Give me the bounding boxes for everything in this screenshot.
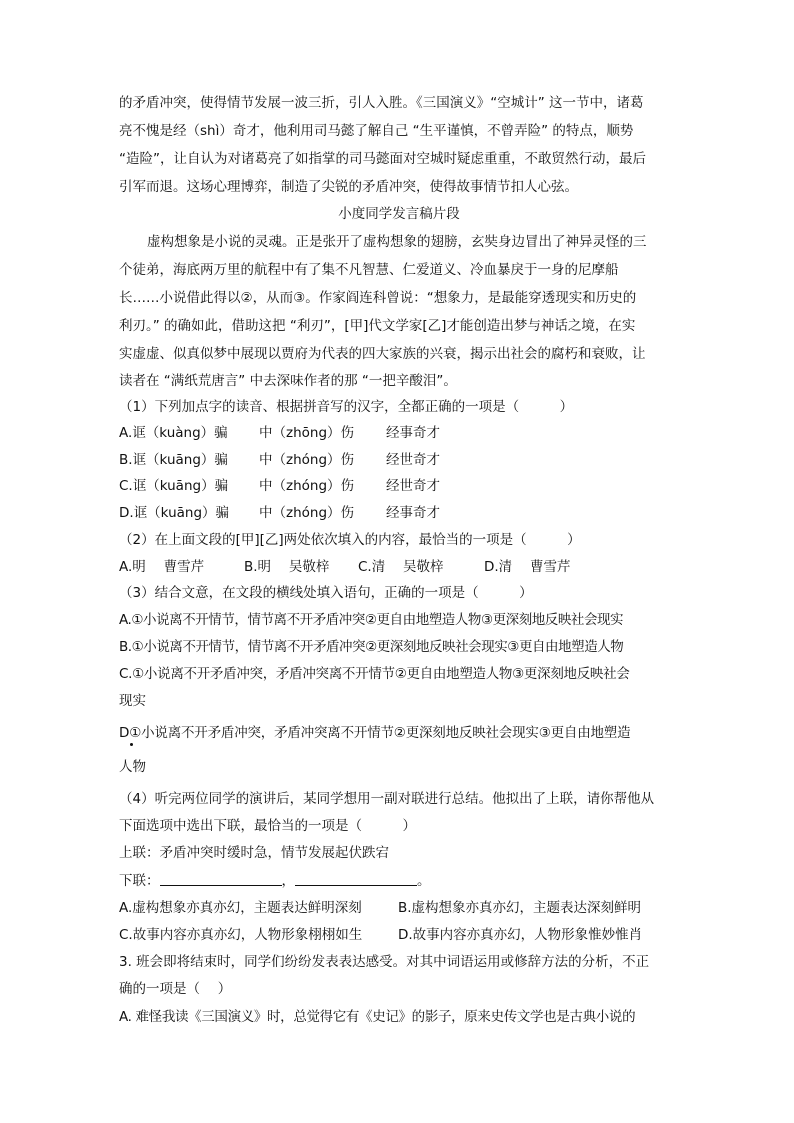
intro-line: “造险”，让自认为对诸葛亮了如指掌的司马懿面对空城时疑虑重重，不敢贸然行动，最后 (119, 151, 646, 167)
speech-line: 利刃。” 的确如此，借助这把 “利刃”，[甲]代文学家[乙]才能创造出梦与神话之境，在实 (119, 318, 636, 334)
q4-lower-separator: ， (281, 873, 295, 889)
speech-line: 个徒弟，海底两万里的航程中有了集不凡智慧、仁爱道义、冷血暴戾于一身的尼摩船 (119, 262, 619, 278)
speech-line: 读者在 “满纸荒唐言” 中去深味作者的那 “一把辛酸泪”。 (119, 373, 457, 389)
q1-option-c-word1: C.诓（kuāng）骗 (119, 478, 229, 494)
q2-option-c: C.清 吴敬梓 (358, 559, 444, 575)
answer-blank[interactable] (160, 872, 282, 886)
q1-option-d-word2: 中（zhóng）伤 (259, 505, 355, 521)
q1-option-c-word3: 经世奇才 (386, 478, 440, 494)
intro-line: 亮不愧是经（shì）奇才，他利用司马懿了解自己 “生平谨慎，不曾弄险” 的特点，顺势 (119, 123, 634, 139)
q4-stem-cont: 下面选项中选出下联，最恰当的一项是（ ） (119, 818, 416, 834)
intro-line: 的矛盾冲突，使得情节发展一波三折，引人入胜。《三国演义》“空城计” 这一节中，诸葛 (119, 95, 644, 111)
q1-option-a-word1: A.诓（kuàng）骗 (119, 425, 228, 441)
q3-option-c-cont: 现实 (119, 693, 146, 709)
q4-option-c: C.故事内容亦真亦幻，人物形象栩栩如生 (119, 927, 363, 943)
q5-stem-cont: 确的一项是（ ） (119, 981, 232, 997)
speech-line: 实虚虚、似真似梦中展现以贾府为代表的四大家族的兴衰，揭示出社会的腐朽和衰败，让 (119, 346, 646, 362)
q3-option-c: C.①小说离不开矛盾冲突，矛盾冲突离不开情节②更自由地塑造人物③更深刻地反映社会 (119, 666, 630, 682)
q1-stem: （1）下列加点字的读音、根据拼音写的汉字，全都正确的一项是（ ） (119, 399, 574, 415)
q4-option-b: B.虚构想象亦真亦幻，主题表达深刻鲜明 (398, 900, 642, 916)
q4-upper-couplet: 上联：矛盾冲突时缓时急，情节发展起伏跌宕 (119, 845, 389, 861)
q2-option-d: D.清 曹雪芹 (484, 559, 571, 575)
speech-line: 虚构想象是小说的灵魂。正是张开了虚构想象的翅膀，玄奘身边冒出了神异灵怪的三 (147, 234, 647, 250)
q1-option-d-word1: D.诓（kuāng）骗 (119, 505, 230, 521)
q2-stem: （2）在上面文段的[甲][乙]两处依次填入的内容，最恰当的一项是（ ） (119, 532, 581, 548)
q5-stem: 3. 班会即将结束时，同学们纷纷发表表达感受。对其中词语运用或修辞方法的分析，不正 (119, 954, 650, 970)
q2-option-b: B.明 吴敬梓 (244, 559, 330, 575)
q4-option-d: D.故事内容亦真亦幻，人物形象惟妙惟肖 (398, 927, 643, 943)
q4-option-a: A.虚构想象亦真亦幻，主题表达鲜明深刻 (119, 900, 362, 916)
q4-lower-end: 。 (417, 873, 431, 889)
speech-title: 小度同学发言稿片段 (338, 206, 460, 222)
q4-stem: （4）听完两位同学的演讲后，某同学想用一副对联进行总结。他拟出了上联，请你帮他从 (119, 791, 655, 807)
q3-option-b: B.①小说离不开情节，情节离不开矛盾冲突②更深刻地反映社会现实③更自由地塑造人物 (119, 639, 624, 655)
q3-stem: （3）结合文意，在文段的横线处填入语句，正确的一项是（ ） (119, 585, 533, 601)
answer-blank[interactable] (295, 872, 417, 886)
q1-option-b-word2: 中（zhóng）伤 (259, 452, 355, 468)
emphasis-dot-mark (130, 743, 133, 746)
q4-lower-couplet (119, 872, 679, 890)
q4-lower-label: 下联： (119, 873, 160, 889)
q1-option-b-word3: 经世奇才 (386, 452, 440, 468)
q1-option-a-word3: 经事奇才 (386, 425, 440, 441)
q1-option-c-word2: 中（zhóng）伤 (259, 478, 355, 494)
q5-option-a: A. 难怪我读《三国演义》时，总觉得它有《史记》的影子，原来史传文学也是古典小说的 (119, 1009, 636, 1025)
q2-option-a: A.明 曹雪芹 (119, 559, 205, 575)
q1-option-b-word1: B.诓（kuāng）骗 (119, 452, 228, 468)
intro-line: 引军而退。这场心理博弈，制造了尖锐的矛盾冲突，使得故事情节扣人心弦。 (119, 179, 578, 195)
q1-option-d-word3: 经事奇才 (386, 505, 440, 521)
q1-option-a-word2: 中（zhōng）伤 (259, 425, 355, 441)
q3-option-d: D①小说离不开矛盾冲突，矛盾冲突离不开情节②更深刻地反映社会现实③更自由地塑造 (119, 725, 631, 741)
speech-line: 长……小说借此得以②，从而③。作家阎连科曾说：“想象力，是最能穿透现实和历史的 (119, 290, 637, 306)
q3-option-a: A.①小说离不开情节，情节离不开矛盾冲突②更自由地塑造人物③更深刻地反映社会现实 (119, 612, 624, 628)
q3-option-d-cont: 人物 (119, 759, 146, 775)
